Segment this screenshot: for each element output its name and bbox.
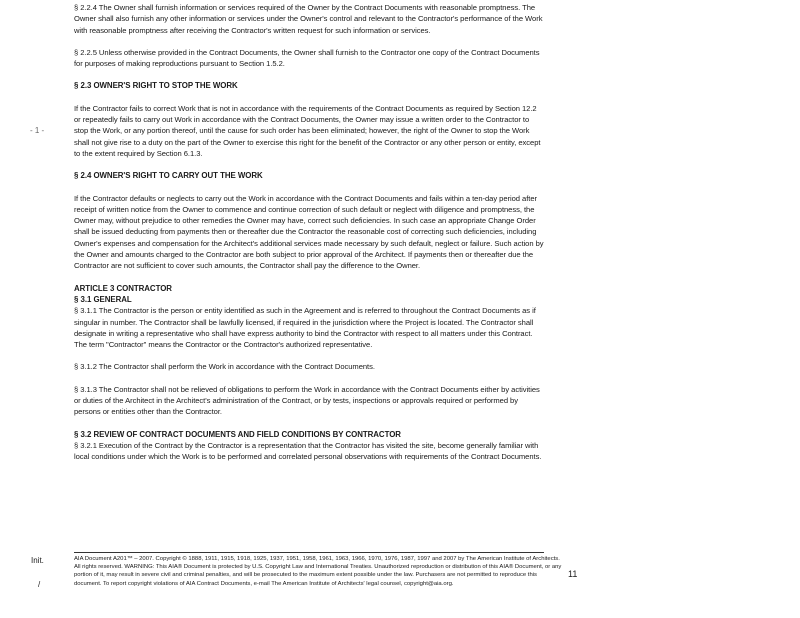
paragraph: § 2.2.4 The Owner shall furnish information or services required of the Owner by the Contract Documents with reasonable promptness. The Owner shall also furnish any other information or services under the Owner's control and relevant to the Contractor's performance of the Work with reasonable promptness after receiving the Contractor's written request for such information or services. <box>74 3 543 35</box>
paragraph: § 3.2.1 Execution of the Contract by the Contractor is a representation that the Contractor has visited the site, become generally familiar with local conditions under which the Work is to be performed and correlated personal observations with requirements of the Contract Documents. <box>74 440 542 462</box>
page-number: 11 <box>568 569 578 579</box>
init-mark: / <box>38 580 41 589</box>
document-body <box>74 2 544 463</box>
section-heading: ARTICLE 3 CONTRACTOR <box>74 283 172 293</box>
paragraph-gap <box>74 373 544 384</box>
paragraph: If the Contractor defaults or neglects to carry out the Work in accordance with the Contract Documents and fails within a ten-day period after receipt of written notice from the Owner to commence and continue correction of such default or neglect with diligence and promptness, the Owner may, without prejudice to other remedies the Owner may have, correct such deficiencies. In such case an appropriate Change Order shall be issued deducting from payments then or thereafter due the Contractor the reasonable cost of correcting such deficiencies, including Owner's expenses and compensation for the Architect's additional services made necessary by such default, neglect or failure. Such action by the Owner and amounts charged to the Contractor are both subject to prior approval of the Architect. If payments then or thereafter due the Contractor are not sufficient to cover such amounts, the Contractor shall pay the difference to the Owner. <box>74 193 544 271</box>
paragraph-gap <box>74 350 544 361</box>
paragraph-gap <box>74 69 544 80</box>
init-label: Init. <box>31 556 44 565</box>
section-heading: § 2.4 OWNER'S RIGHT TO CARRY OUT THE WORK <box>74 171 263 181</box>
paragraph: § 3.1.1 The Contractor is the person or entity identified as such in the Agreement and is referred to throughout the Contract Documents as if singular in number. The Contractor shall be lawfully licensed, if required in the jurisdiction where the Project is located. The Contractor shall designate in writing a representative who shall have express authority to bind the Contractor with respect to all matters under this Contract. The term "Contractor" means the Contractor or the Contractor's authorized representative. <box>74 306 536 350</box>
paragraph-gap <box>74 36 544 47</box>
paragraph: If the Contractor fails to correct Work that is not in accordance with the requirements of the Contract Documents as required by Section 12.2 or repeatedly fails to carry out Work in accordance with the Contract Documents, the Owner may issue a written order to the Contractor to stop the Work, or any portion thereof, until the cause for such order has been eliminated; however, the right of the Owner to stop the Work shall not give rise to a duty on the part of the Owner to exercise this right for the benefit of the Contractor or any other person or entity, except to the extent required by Section 6.1.3. <box>74 103 541 158</box>
paragraph-gap <box>74 159 544 170</box>
paragraph-gap <box>74 272 544 283</box>
paragraph: § 3.1.3 The Contractor shall not be relieved of obligations to perform the Work in accordance with the Contract Documents either by activities or duties of the Architect in the Architect's administration of the Contract, or by tests, inspections or approvals required or performed by persons or entities other than the Contractor. <box>74 384 540 417</box>
paragraph-gap <box>74 418 544 429</box>
paragraph-gap <box>74 182 544 193</box>
paragraph: § 3.1.2 The Contractor shall perform the Work in accordance with the Contract Documents. <box>74 362 375 372</box>
paragraph-gap <box>74 92 544 103</box>
margin-mark: - 1 - <box>30 126 45 135</box>
paragraph: § 2.2.5 Unless otherwise provided in the Contract Documents, the Owner shall furnish to the Contractor one copy of the Contract Documents for purposes of making reproductions pursuant to Section 1.5.2. <box>74 47 540 69</box>
footer <box>74 552 564 588</box>
footer-rule <box>74 552 544 553</box>
section-heading: § 2.3 OWNER'S RIGHT TO STOP THE WORK <box>74 81 238 91</box>
footer-copyright: AIA Document A201™ – 2007. Copyright © 1888, 1911, 1915, 1918, 1925, 1937, 1951, 1958, 1961, 1963, 1966, 1970, 1976, 1987, 1997 and 2007 by The American Institute of Architects. All rights reserved. WARNING: This AIA® Document is protected by U.S. Copyright Law and International Treaties. Unauthorized reproduction or distribution of this AIA® Document, or any portion of it, may result in severe civil and criminal penalties, and will be prosecuted to the maximum extent possible under the law. Purchasers are not permitted to reproduce this document. To report copyright violations of AIA Contract Documents, e-mail The American Institute of Architects' legal counsel, copyright@aia.org. <box>74 556 562 587</box>
section-heading: § 3.2 REVIEW OF CONTRACT DOCUMENTS AND FIELD CONDITIONS BY CONTRACTOR <box>74 429 401 439</box>
section-heading: § 3.1 GENERAL <box>74 294 132 304</box>
